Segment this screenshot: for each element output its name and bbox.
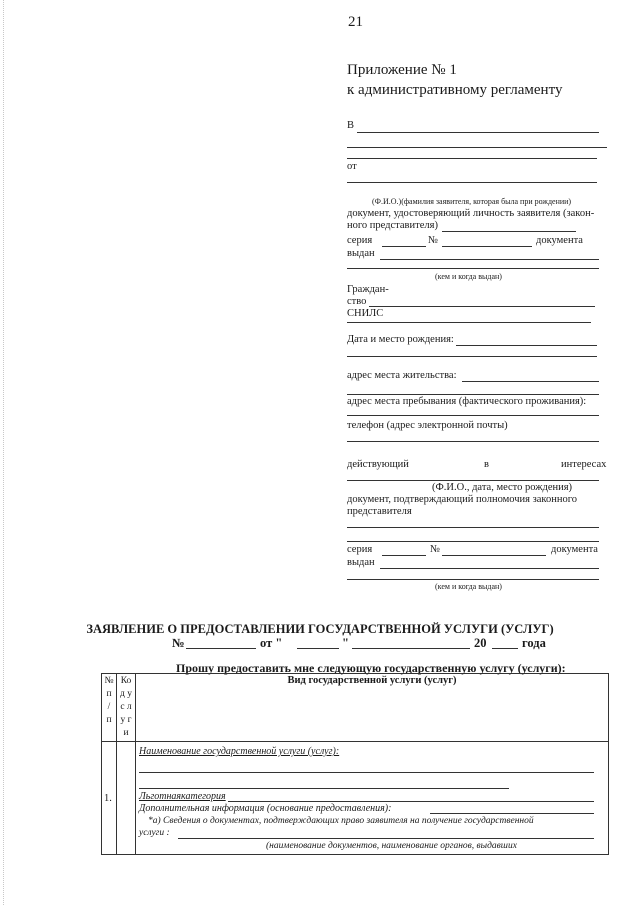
id-doc-label: документ, удостоверяющий личность заявителя (закон- xyxy=(347,208,595,219)
citizenship-field[interactable] xyxy=(369,306,595,307)
issued-field-line2[interactable] xyxy=(347,268,599,269)
birth-field[interactable] xyxy=(456,345,597,346)
date-from-label: от " xyxy=(260,636,283,650)
authority-field[interactable] xyxy=(347,527,599,528)
fio-note: (Ф.И.О.)(фамилия заявителя, которая была при рождении) xyxy=(372,197,572,206)
page-number: 21 xyxy=(348,14,363,30)
appendix-title: Приложение № 1 xyxy=(347,62,457,78)
residence-label: адрес места жительства: xyxy=(347,370,457,381)
snils-field[interactable] xyxy=(347,322,591,323)
authority-field-line2[interactable] xyxy=(347,541,599,542)
issued2-field[interactable] xyxy=(380,568,599,569)
number2-label: № xyxy=(430,544,441,555)
col-header-number: № п / п xyxy=(102,674,117,742)
additional-info-label: Дополнительная информация (основание предоставления): xyxy=(139,803,392,814)
request-text: Прошу предоставить мне следующую государственную услугу (услуги): xyxy=(176,661,566,675)
issued2-label: выдан xyxy=(347,557,375,568)
residence-field[interactable] xyxy=(462,381,599,382)
service-name-field-line2[interactable] xyxy=(139,788,509,789)
statement-number-field[interactable] xyxy=(186,648,256,649)
phone-field[interactable] xyxy=(347,441,599,442)
from-label: от xyxy=(347,161,357,172)
number2-field[interactable] xyxy=(442,555,546,556)
document2-label: документа xyxy=(551,544,598,555)
year-suffix: года xyxy=(522,636,546,650)
col-header-code: Ко д ус лу ги xyxy=(117,674,136,742)
documents-info-text-2: услуги : xyxy=(139,828,170,838)
additional-info-field[interactable] xyxy=(430,813,594,814)
issued-label: выдан xyxy=(347,248,375,259)
to-field[interactable] xyxy=(357,132,599,133)
id-doc-label-2: ного представителя) xyxy=(347,220,438,231)
year-prefix: 20 xyxy=(474,636,487,650)
table-header-row xyxy=(102,674,609,742)
issued-field[interactable] xyxy=(380,259,599,260)
number-sign: № xyxy=(172,636,185,650)
benefit-category-field[interactable] xyxy=(228,801,594,802)
document-label: документа xyxy=(536,235,583,246)
date-month-field[interactable] xyxy=(352,648,470,649)
number-label: № xyxy=(428,235,439,246)
service-name-label: Наименование государственной услуги (услуг): xyxy=(139,746,340,757)
to-label: В xyxy=(347,120,355,131)
acting-word-3: интересах xyxy=(561,459,607,470)
documents-field[interactable] xyxy=(178,838,594,839)
from-field[interactable] xyxy=(347,182,597,183)
series-label: серия xyxy=(347,235,373,246)
date-quote: " xyxy=(342,636,349,650)
stay-label: адрес места пребывания (фактического проживания): xyxy=(347,396,587,407)
number-field[interactable] xyxy=(442,246,532,247)
snils-label: СНИЛС xyxy=(347,308,384,319)
residence-field-line2[interactable] xyxy=(347,394,599,395)
to-field-line2[interactable] xyxy=(347,147,607,148)
acting-note: (Ф.И.О., дата, место рождения) xyxy=(432,482,573,493)
year-field[interactable] xyxy=(492,648,518,649)
from-field-upper[interactable] xyxy=(347,158,597,159)
acting-word-1: действующий xyxy=(347,459,409,470)
documents-info-text: *а) Сведения о документах, подтверждающих право заявителя на получение государственной xyxy=(148,816,534,826)
row-service-cell xyxy=(136,742,609,855)
citizenship-label: Граждан- xyxy=(347,284,389,295)
date-day-field[interactable] xyxy=(297,648,339,649)
citizenship-label-2: ство xyxy=(347,296,367,307)
id-doc-field[interactable] xyxy=(442,231,576,232)
phone-label: телефон (адрес электронной почты) xyxy=(347,420,508,431)
series-field[interactable] xyxy=(382,246,426,247)
statement-title: ЗАЯВЛЕНИЕ О ПРЕДОСТАВЛЕНИИ ГОСУДАРСТВЕННОЙ УСЛУГИ (УСЛУГ) xyxy=(86,622,554,636)
stay-field[interactable] xyxy=(347,415,599,416)
acting-field[interactable] xyxy=(347,480,599,481)
service-name-field[interactable] xyxy=(139,772,594,773)
services-table xyxy=(101,673,609,855)
documents-note: (наименование документов, наименование органов, выдавших xyxy=(266,841,517,851)
series2-label: серия xyxy=(347,544,373,555)
birth-label: Дата и место рождения: xyxy=(347,334,454,345)
benefit-category-label: Льготнаякатегория xyxy=(139,791,226,802)
series2-field[interactable] xyxy=(382,555,426,556)
authority-doc-label: документ, подтверждающий полномочия законного xyxy=(347,494,578,505)
row-code-cell[interactable] xyxy=(117,742,136,855)
issued-note: (кем и когда выдан) xyxy=(435,272,502,281)
issued2-note: (кем и когда выдан) xyxy=(435,582,502,591)
issued2-field-line2[interactable] xyxy=(347,579,599,580)
row-number: 1. xyxy=(102,742,117,855)
margin-guide xyxy=(3,0,4,905)
table-row xyxy=(102,742,609,855)
acting-word-2: в xyxy=(484,459,489,470)
appendix-subtitle: к административному регламенту xyxy=(347,82,563,98)
birth-field-line2[interactable] xyxy=(347,356,597,357)
col-header-service-type: Вид государственной услуги (услуг) xyxy=(136,674,609,742)
authority-doc-label-2: представителя xyxy=(347,506,412,517)
